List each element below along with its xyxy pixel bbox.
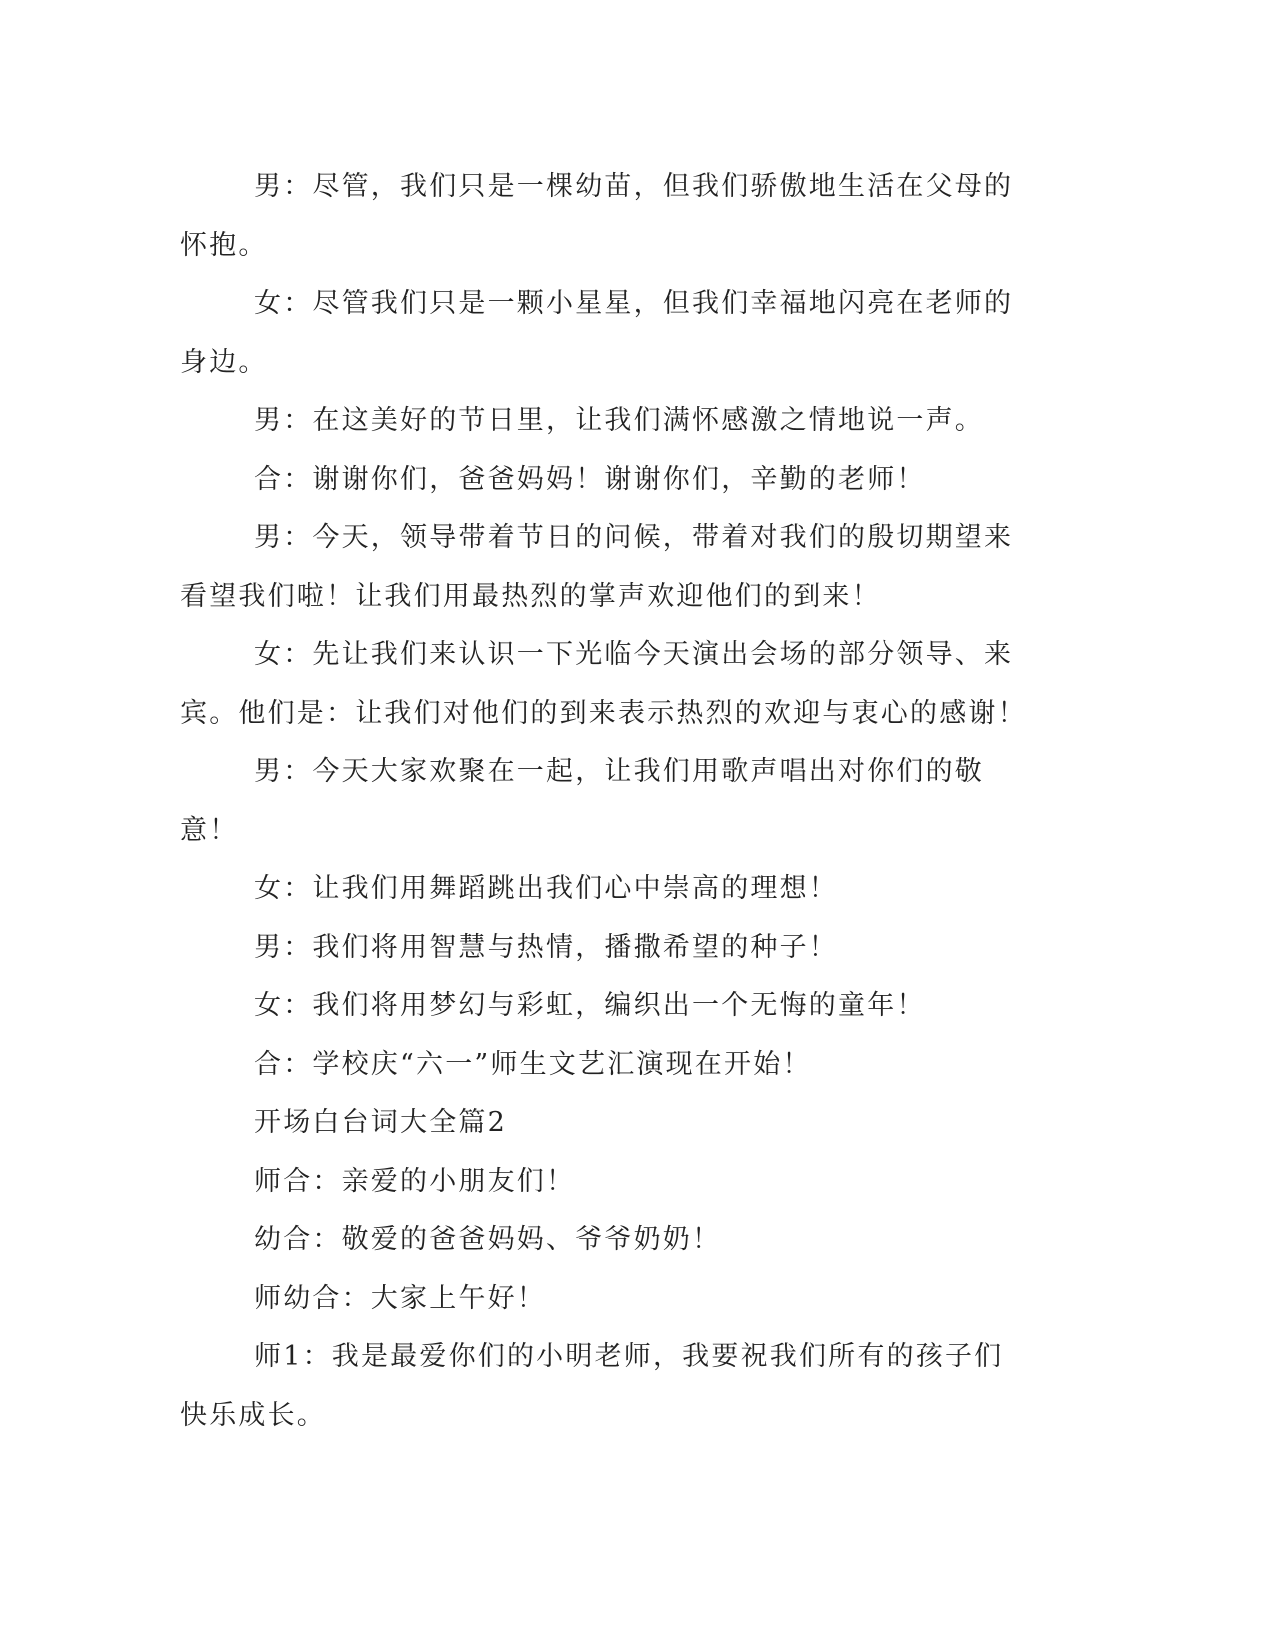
dialogue-paragraph: 合：谢谢你们，爸爸妈妈！谢谢你们，辛勤的老师！ — [254, 463, 926, 495]
dialogue-paragraph: 男：我们将用智慧与热情，播撒希望的种子！ — [254, 931, 838, 963]
dialogue-paragraph: 女：让我们用舞蹈跳出我们心中崇高的理想！ — [254, 873, 838, 904]
dialogue-paragraph: 幼合：敬爱的爸爸妈妈、爷爷奶奶！ — [254, 1224, 722, 1255]
dialogue-paragraph: 男：在这美好的节日里，让我们满怀感激之情地说一声。 — [254, 405, 984, 436]
dialogue-paragraph: 男：尽管，我们只是一棵幼苗，但我们骄傲地生活在父母的怀抱。 — [180, 171, 1014, 261]
dialogue-paragraph: 师合：亲爱的小朋友们！ — [254, 1165, 576, 1197]
dialogue-paragraph: 男：今天，领导带着节日的问候，带着对我们的殷切期望来看望我们啦！让我们用最热烈的掌声欢迎他们的到来！ — [180, 522, 1014, 612]
dialogue-paragraph: 女：我们将用梦幻与彩虹，编织出一个无悔的童年！ — [254, 990, 926, 1021]
dialogue-paragraph: 合：学校庆“六一”师生文艺汇演现在开始！ — [254, 1048, 812, 1080]
dialogue-paragraph: 女：先让我们来认识一下光临今天演出会场的部分领导、来宾。他们是：让我们对他们的到来表示热烈的欢迎与衷心的感谢！ — [180, 639, 1027, 729]
dialogue-paragraph: 师1：我是最爱你们的小明老师，我要祝我们所有的孩子们快乐成长。 — [180, 1341, 1004, 1431]
document-body — [180, 158, 1030, 1445]
dialogue-paragraph: 男：今天大家欢聚在一起，让我们用歌声唱出对你们的敬意！ — [180, 756, 984, 846]
section-heading: 开场白台词大全篇2 — [254, 1107, 507, 1138]
dialogue-paragraph: 女：尽管我们只是一颗小星星，但我们幸福地闪亮在老师的身边。 — [180, 288, 1014, 378]
dialogue-paragraph: 师幼合：大家上午好！ — [254, 1282, 546, 1314]
